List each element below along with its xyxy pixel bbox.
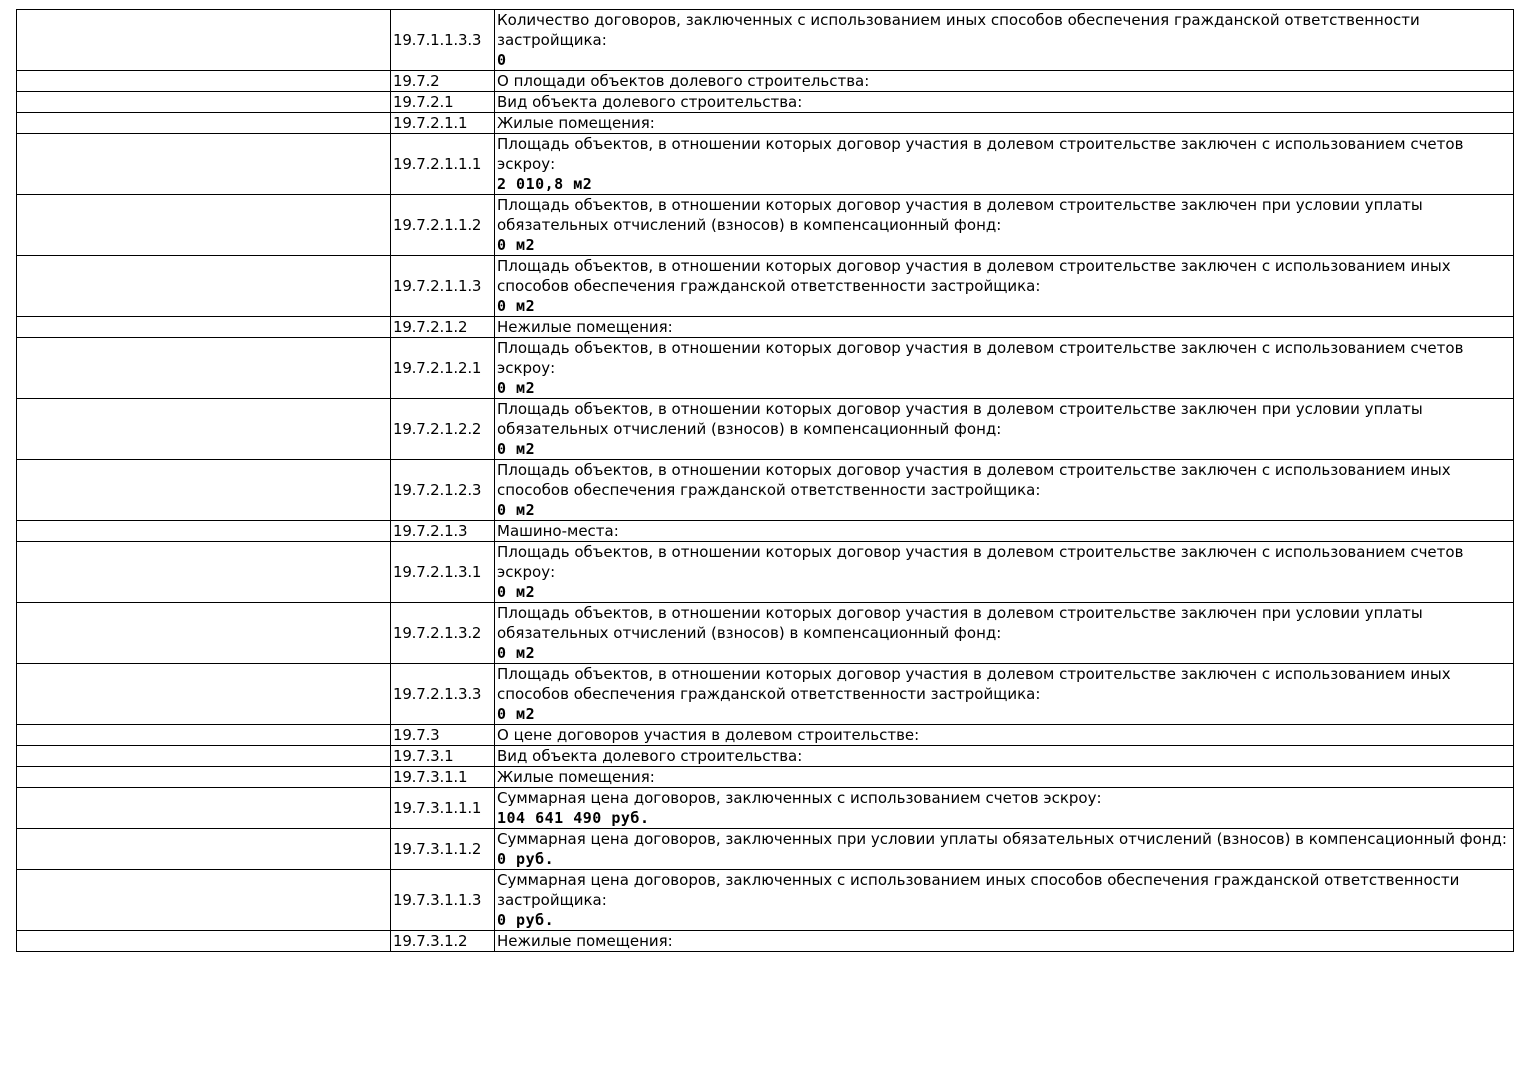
table-row xyxy=(17,92,1514,113)
section-number: 19.7.2.1.2.3 xyxy=(391,460,495,521)
declaration-table-body xyxy=(17,10,1514,952)
table-row xyxy=(17,71,1514,92)
section-number: 19.7.3.1.1.1 xyxy=(391,788,495,829)
section-content xyxy=(495,931,1514,952)
section-label: Жилые помещения: xyxy=(497,114,655,132)
section-value: 0 м2 xyxy=(497,705,536,723)
section-label: Суммарная цена договоров, заключенных при условии уплаты обязательных отчислений (взносов) в компенсационный фонд: xyxy=(497,830,1507,848)
section-content xyxy=(495,399,1514,460)
section-label: Машино-места: xyxy=(497,522,619,540)
table-row xyxy=(17,195,1514,256)
table-row xyxy=(17,10,1514,71)
section-number: 19.7.2.1.3 xyxy=(391,521,495,542)
section-number: 19.7.3.1.1 xyxy=(391,767,495,788)
section-content xyxy=(495,870,1514,931)
section-label: Суммарная цена договоров, заключенных с использованием иных способов обеспечения гражданской ответственности застройщика: xyxy=(497,871,1460,909)
section-label: Нежилые помещения: xyxy=(497,318,673,336)
table-row xyxy=(17,931,1514,952)
section-number: 19.7.2.1.1.3 xyxy=(391,256,495,317)
section-content xyxy=(495,725,1514,746)
section-content xyxy=(495,71,1514,92)
empty-cell xyxy=(17,460,391,521)
section-content xyxy=(495,829,1514,870)
table-row xyxy=(17,521,1514,542)
section-label: Площадь объектов, в отношении которых договор участия в долевом строительстве заключен с использованием счетов эскроу: xyxy=(497,339,1464,377)
table-row xyxy=(17,664,1514,725)
section-label: Площадь объектов, в отношении которых договор участия в долевом строительстве заключен с использованием иных способов обеспечения гражданской ответственности застройщика: xyxy=(497,665,1451,703)
table-row xyxy=(17,113,1514,134)
empty-cell xyxy=(17,870,391,931)
section-content xyxy=(495,338,1514,399)
section-label: Площадь объектов, в отношении которых договор участия в долевом строительстве заключен с использованием счетов эскроу: xyxy=(497,135,1464,173)
section-number: 19.7.2 xyxy=(391,71,495,92)
table-row xyxy=(17,460,1514,521)
empty-cell xyxy=(17,71,391,92)
section-number: 19.7.2.1.1.2 xyxy=(391,195,495,256)
section-content xyxy=(495,521,1514,542)
table-row xyxy=(17,767,1514,788)
empty-cell xyxy=(17,931,391,952)
section-number: 19.7.2.1 xyxy=(391,92,495,113)
section-content xyxy=(495,317,1514,338)
section-value: 0 руб. xyxy=(497,850,555,868)
section-content xyxy=(495,113,1514,134)
table-row xyxy=(17,603,1514,664)
empty-cell xyxy=(17,521,391,542)
table-row xyxy=(17,788,1514,829)
empty-cell xyxy=(17,317,391,338)
section-number: 19.7.1.1.3.3 xyxy=(391,10,495,71)
table-row xyxy=(17,725,1514,746)
section-label: Площадь объектов, в отношении которых договор участия в долевом строительстве заключен с использованием иных способов обеспечения гражданской ответственности застройщика: xyxy=(497,257,1451,295)
empty-cell xyxy=(17,542,391,603)
section-label: Вид объекта долевого строительства: xyxy=(497,747,803,765)
table-row xyxy=(17,338,1514,399)
section-value: 0 м2 xyxy=(497,379,536,397)
section-label: Суммарная цена договоров, заключенных с использованием счетов эскроу: xyxy=(497,789,1102,807)
table-row xyxy=(17,542,1514,603)
section-label: Площадь объектов, в отношении которых договор участия в долевом строительстве заключен при условии уплаты обязательных отчислений (взносов) в компенсационный фонд: xyxy=(497,604,1423,642)
table-row xyxy=(17,256,1514,317)
empty-cell xyxy=(17,788,391,829)
section-label: Нежилые помещения: xyxy=(497,932,673,950)
empty-cell xyxy=(17,134,391,195)
empty-cell xyxy=(17,338,391,399)
section-number: 19.7.2.1.2.1 xyxy=(391,338,495,399)
section-label: Вид объекта долевого строительства: xyxy=(497,93,803,111)
section-label: Площадь объектов, в отношении которых договор участия в долевом строительстве заключен при условии уплаты обязательных отчислений (взносов) в компенсационный фонд: xyxy=(497,400,1423,438)
section-content xyxy=(495,460,1514,521)
empty-cell xyxy=(17,746,391,767)
section-content xyxy=(495,767,1514,788)
section-value: 0 руб. xyxy=(497,911,555,929)
table-row xyxy=(17,746,1514,767)
empty-cell xyxy=(17,256,391,317)
empty-cell xyxy=(17,399,391,460)
empty-cell xyxy=(17,92,391,113)
section-content xyxy=(495,746,1514,767)
section-number: 19.7.3 xyxy=(391,725,495,746)
section-label: Площадь объектов, в отношении которых договор участия в долевом строительстве заключен при условии уплаты обязательных отчислений (взносов) в компенсационный фонд: xyxy=(497,196,1423,234)
declaration-table xyxy=(16,9,1514,952)
empty-cell xyxy=(17,603,391,664)
section-content xyxy=(495,603,1514,664)
section-content xyxy=(495,664,1514,725)
section-label: О цене договоров участия в долевом строительстве: xyxy=(497,726,920,744)
section-content xyxy=(495,195,1514,256)
section-number: 19.7.3.1 xyxy=(391,746,495,767)
section-value: 0 м2 xyxy=(497,644,536,662)
section-content xyxy=(495,542,1514,603)
section-number: 19.7.3.1.2 xyxy=(391,931,495,952)
section-content xyxy=(495,92,1514,113)
empty-cell xyxy=(17,10,391,71)
section-value: 0 м2 xyxy=(497,501,536,519)
table-row xyxy=(17,134,1514,195)
section-number: 19.7.3.1.1.2 xyxy=(391,829,495,870)
section-value: 0 xyxy=(497,51,507,69)
section-label: Площадь объектов, в отношении которых договор участия в долевом строительстве заключен с использованием счетов эскроу: xyxy=(497,543,1464,581)
section-label: Количество договоров, заключенных с использованием иных способов обеспечения гражданской ответственности застройщика: xyxy=(497,11,1420,49)
section-number: 19.7.2.1.2.2 xyxy=(391,399,495,460)
section-label: Площадь объектов, в отношении которых договор участия в долевом строительстве заключен с использованием иных способов обеспечения гражданской ответственности застройщика: xyxy=(497,461,1451,499)
section-number: 19.7.2.1.3.2 xyxy=(391,603,495,664)
table-row xyxy=(17,317,1514,338)
section-value: 0 м2 xyxy=(497,583,536,601)
section-value: 0 м2 xyxy=(497,297,536,315)
section-value: 0 м2 xyxy=(497,236,536,254)
section-number: 19.7.2.1.1 xyxy=(391,113,495,134)
empty-cell xyxy=(17,195,391,256)
section-content xyxy=(495,788,1514,829)
table-row xyxy=(17,870,1514,931)
empty-cell xyxy=(17,664,391,725)
empty-cell xyxy=(17,725,391,746)
section-value: 104 641 490 руб. xyxy=(497,809,650,827)
empty-cell xyxy=(17,113,391,134)
section-number: 19.7.2.1.2 xyxy=(391,317,495,338)
section-number: 19.7.3.1.1.3 xyxy=(391,870,495,931)
table-row xyxy=(17,399,1514,460)
section-content xyxy=(495,10,1514,71)
section-content xyxy=(495,134,1514,195)
section-label: О площади объектов долевого строительства: xyxy=(497,72,870,90)
section-number: 19.7.2.1.1.1 xyxy=(391,134,495,195)
section-number: 19.7.2.1.3.1 xyxy=(391,542,495,603)
section-value: 0 м2 xyxy=(497,440,536,458)
table-row xyxy=(17,829,1514,870)
section-label: Жилые помещения: xyxy=(497,768,655,786)
empty-cell xyxy=(17,829,391,870)
section-content xyxy=(495,256,1514,317)
empty-cell xyxy=(17,767,391,788)
section-number: 19.7.2.1.3.3 xyxy=(391,664,495,725)
section-value: 2 010,8 м2 xyxy=(497,175,593,193)
